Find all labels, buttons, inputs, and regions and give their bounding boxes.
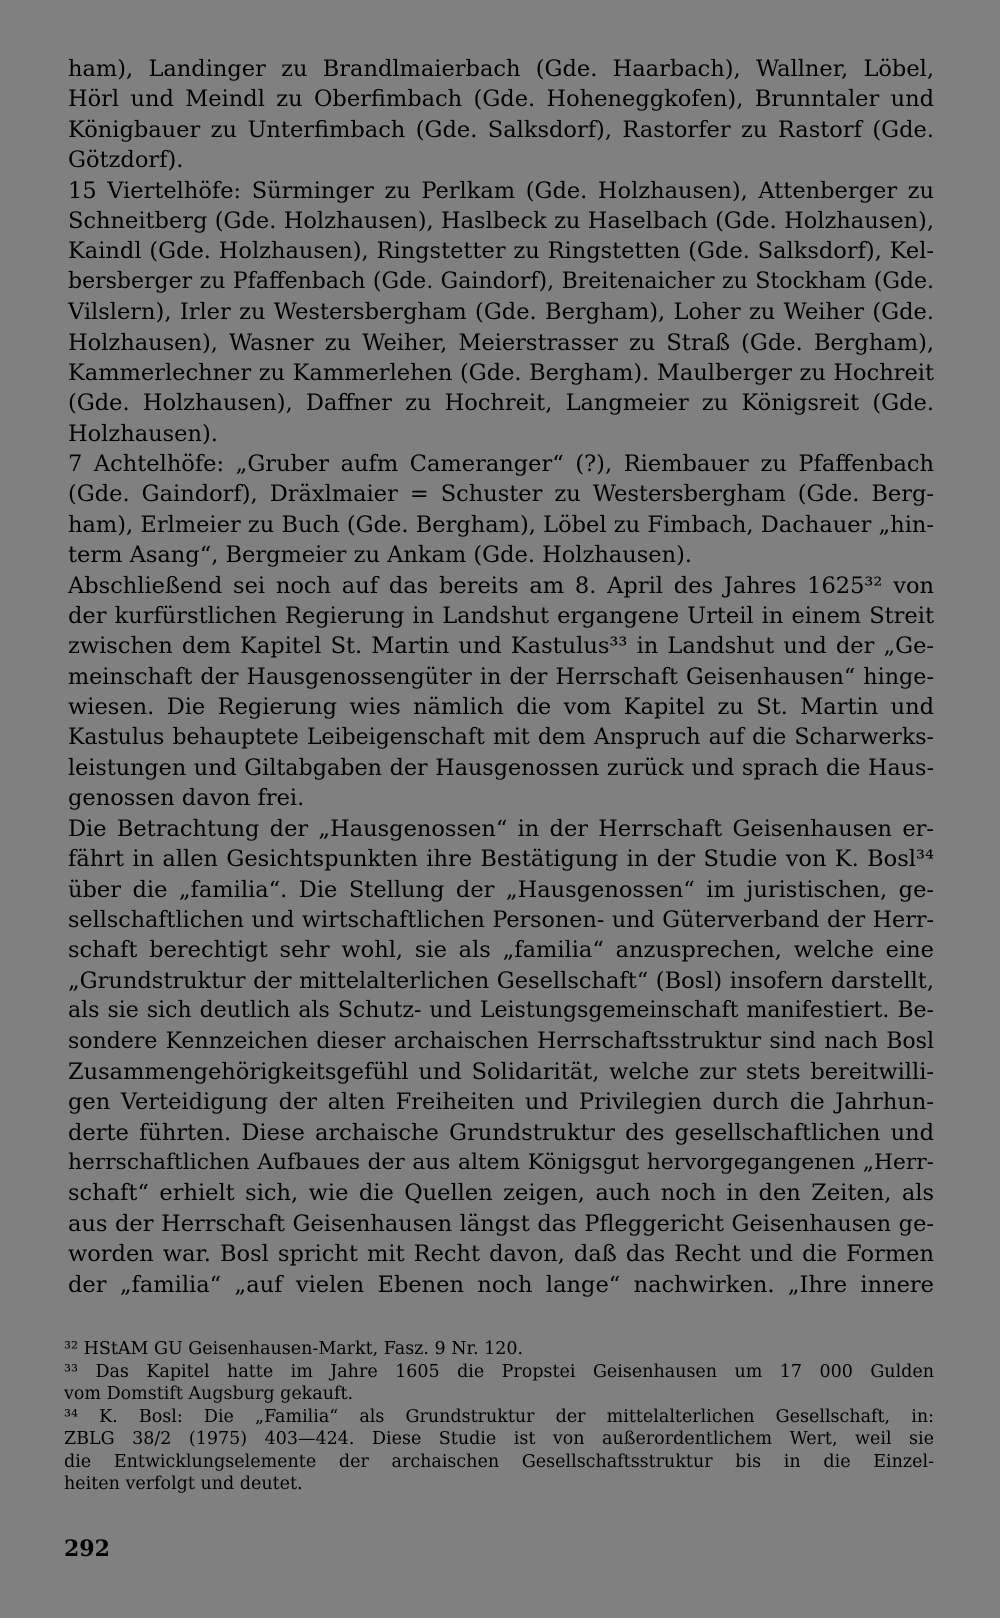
body-line: Königbauer zu Unterfimbach (Gde. Salksdorf), Rastorfer zu Rastorf (Gde. — [68, 116, 934, 143]
body-line: als sie sich deutlich als Schutz- und Leistungsgemeinschaft manifestiert. Be- — [68, 998, 934, 1024]
body-line: genossen davon frei. — [68, 785, 305, 812]
body-line: derte führten. Diese archaische Grundstruktur des gesellschaftlichen und — [68, 1119, 934, 1146]
body-line: sellschaftlichen und wirtschaftlichen Personen- und Güterverband der Herr- — [68, 906, 934, 933]
body-line: Götzdorf). — [68, 147, 184, 174]
body-line: bersberger zu Pfaffenbach (Gde. Gaindorf), Breitenaicher zu Stockham (Gde. — [68, 268, 934, 294]
body-text — [68, 54, 934, 1300]
footnote-line: die Entwicklungselemente der archaischen Gesellschaftsstruktur bis in die Einzel- — [64, 1451, 934, 1472]
body-line: wiesen. Die Regierung wies nämlich die vom Kapitel zu St. Martin und — [68, 694, 934, 721]
body-line: sondere Kennzeichen dieser archaischen Herrschaftsstruktur sind nach Bosl — [68, 1028, 934, 1054]
body-line: der kurfürstlichen Regierung in Landshut ergangene Urteil in einem Streit — [68, 603, 934, 630]
body-line: meinschaft der Hausgenossengüter in der Herrschaft Geisenhausen“ hinge- — [68, 663, 934, 690]
body-line: schaft“ erhielt sich, wie die Quellen zeigen, auch noch in den Zeiten, als — [68, 1180, 934, 1207]
body-line: Holzhausen), Wasner zu Weiher, Meierstrasser zu Straß (Gde. Bergham), — [68, 329, 934, 356]
body-line: Zusammengehörigkeitsgefühl und Solidarität, welche zur stets bereitwilli- — [68, 1058, 934, 1085]
footnotes — [64, 1338, 934, 1496]
body-line: Holzhausen). — [68, 420, 218, 447]
body-line: Abschließend sei noch auf das bereits am 8. April des Jahres 1625³² von — [68, 572, 934, 599]
footnote-line: ZBLG 38/2 (1975) 403—424. Diese Studie ist von außerordentlichem Wert, weil sie — [64, 1429, 934, 1449]
page-number: 292 — [64, 1536, 110, 1562]
footnote-line: ³⁴ K. Bosl: Die „Familia“ als Grundstruktur der mittelalterlichen Gesellschaft, in: — [64, 1406, 934, 1427]
body-line: ham), Erlmeier zu Buch (Gde. Bergham), Löbel zu Fimbach, Dachauer „hin- — [68, 511, 934, 538]
body-line: zwischen dem Kapitel St. Martin und Kastulus³³ in Landshut und der „Ge- — [68, 633, 934, 660]
footnote-line: ³² HStAM GU Geisenhausen-Markt, Fasz. 9 Nr. 120. — [64, 1339, 524, 1359]
body-line: fährt in allen Gesichtspunkten ihre Bestätigung in der Studie von K. Bosl³⁴ — [68, 846, 934, 873]
body-line: über die „familia“. Die Stellung der „Hausgenossen“ im juristischen, ge- — [68, 876, 934, 903]
body-line: Die Betrachtung der „Hausgenossen“ in der Herrschaft Geisenhausen er- — [68, 815, 934, 842]
body-line: herrschaftlichen Aufbaues der aus altem Königsgut hervorgegangenen „Herr- — [68, 1150, 934, 1176]
body-line: aus der Herrschaft Geisenhausen längst das Pfleggericht Geisenhausen ge- — [68, 1210, 934, 1237]
body-line: 7 Achtelhöfe: „Gruber aufm Cameranger“ (?), Riembauer zu Pfaffenbach — [68, 451, 934, 478]
body-line: Kaindl (Gde. Holzhausen), Ringstetter zu Ringstetten (Gde. Salksdorf), Kel- — [68, 238, 934, 265]
footnote-line: vom Domstift Augsburg gekauft. — [64, 1384, 354, 1404]
body-line: 15 Viertelhöfe: Sürminger zu Perlkam (Gde. Holzhausen), Attenberger zu — [68, 177, 934, 204]
body-line: (Gde. Gaindorf), Dräxlmaier = Schuster zu Westersbergham (Gde. Berg- — [68, 481, 934, 508]
footnote-line: ³³ Das Kapitel hatte im Jahre 1605 die Propstei Geisenhausen um 17 000 Gulden — [64, 1361, 934, 1382]
body-line: „Grundstruktur der mittelalterlichen Gesellschaft“ (Bosl) insofern darstellt, — [68, 967, 934, 994]
body-line: Kastulus behauptete Leibeigenschaft mit dem Anspruch auf die Scharwerks- — [68, 724, 934, 750]
body-line: ham), Landinger zu Brandlmaierbach (Gde. Haarbach), Wallner, Löbel, — [68, 56, 934, 82]
body-line: der „familia“ „auf vielen Ebenen noch lange“ nachwirken. „Ihre innere — [68, 1271, 934, 1298]
body-line: gen Verteidigung der alten Freiheiten und Privilegien durch die Jahrhun- — [68, 1089, 934, 1116]
body-line: schaft berechtigt sehr wohl, sie als „familia“ anzusprechen, welche eine — [68, 937, 934, 964]
body-line: (Gde. Holzhausen), Daffner zu Hochreit, Langmeier zu Königsreit (Gde. — [68, 390, 934, 417]
footnote-line: heiten verfolgt und deutet. — [64, 1474, 303, 1494]
body-line: Schneitberg (Gde. Holzhausen), Haslbeck zu Haselbach (Gde. Holzhausen), — [68, 207, 934, 234]
body-line: Vilslern), Irler zu Westersbergham (Gde. Bergham), Loher zu Weiher (Gde. — [68, 299, 934, 326]
body-line: worden war. Bosl spricht mit Recht davon, daß das Recht und die Formen — [68, 1241, 934, 1268]
body-line: term Asang“, Bergmeier zu Ankam (Gde. Holzhausen). — [68, 542, 693, 569]
body-line: Kammerlechner zu Kammerlehen (Gde. Bergham). Maulberger zu Hochreit — [68, 359, 934, 386]
body-line: Hörl und Meindl zu Oberfimbach (Gde. Hoheneggkofen), Brunntaler und — [68, 86, 934, 113]
body-line: leistungen und Giltabgaben der Hausgenossen zurück und sprach die Haus- — [68, 754, 934, 781]
